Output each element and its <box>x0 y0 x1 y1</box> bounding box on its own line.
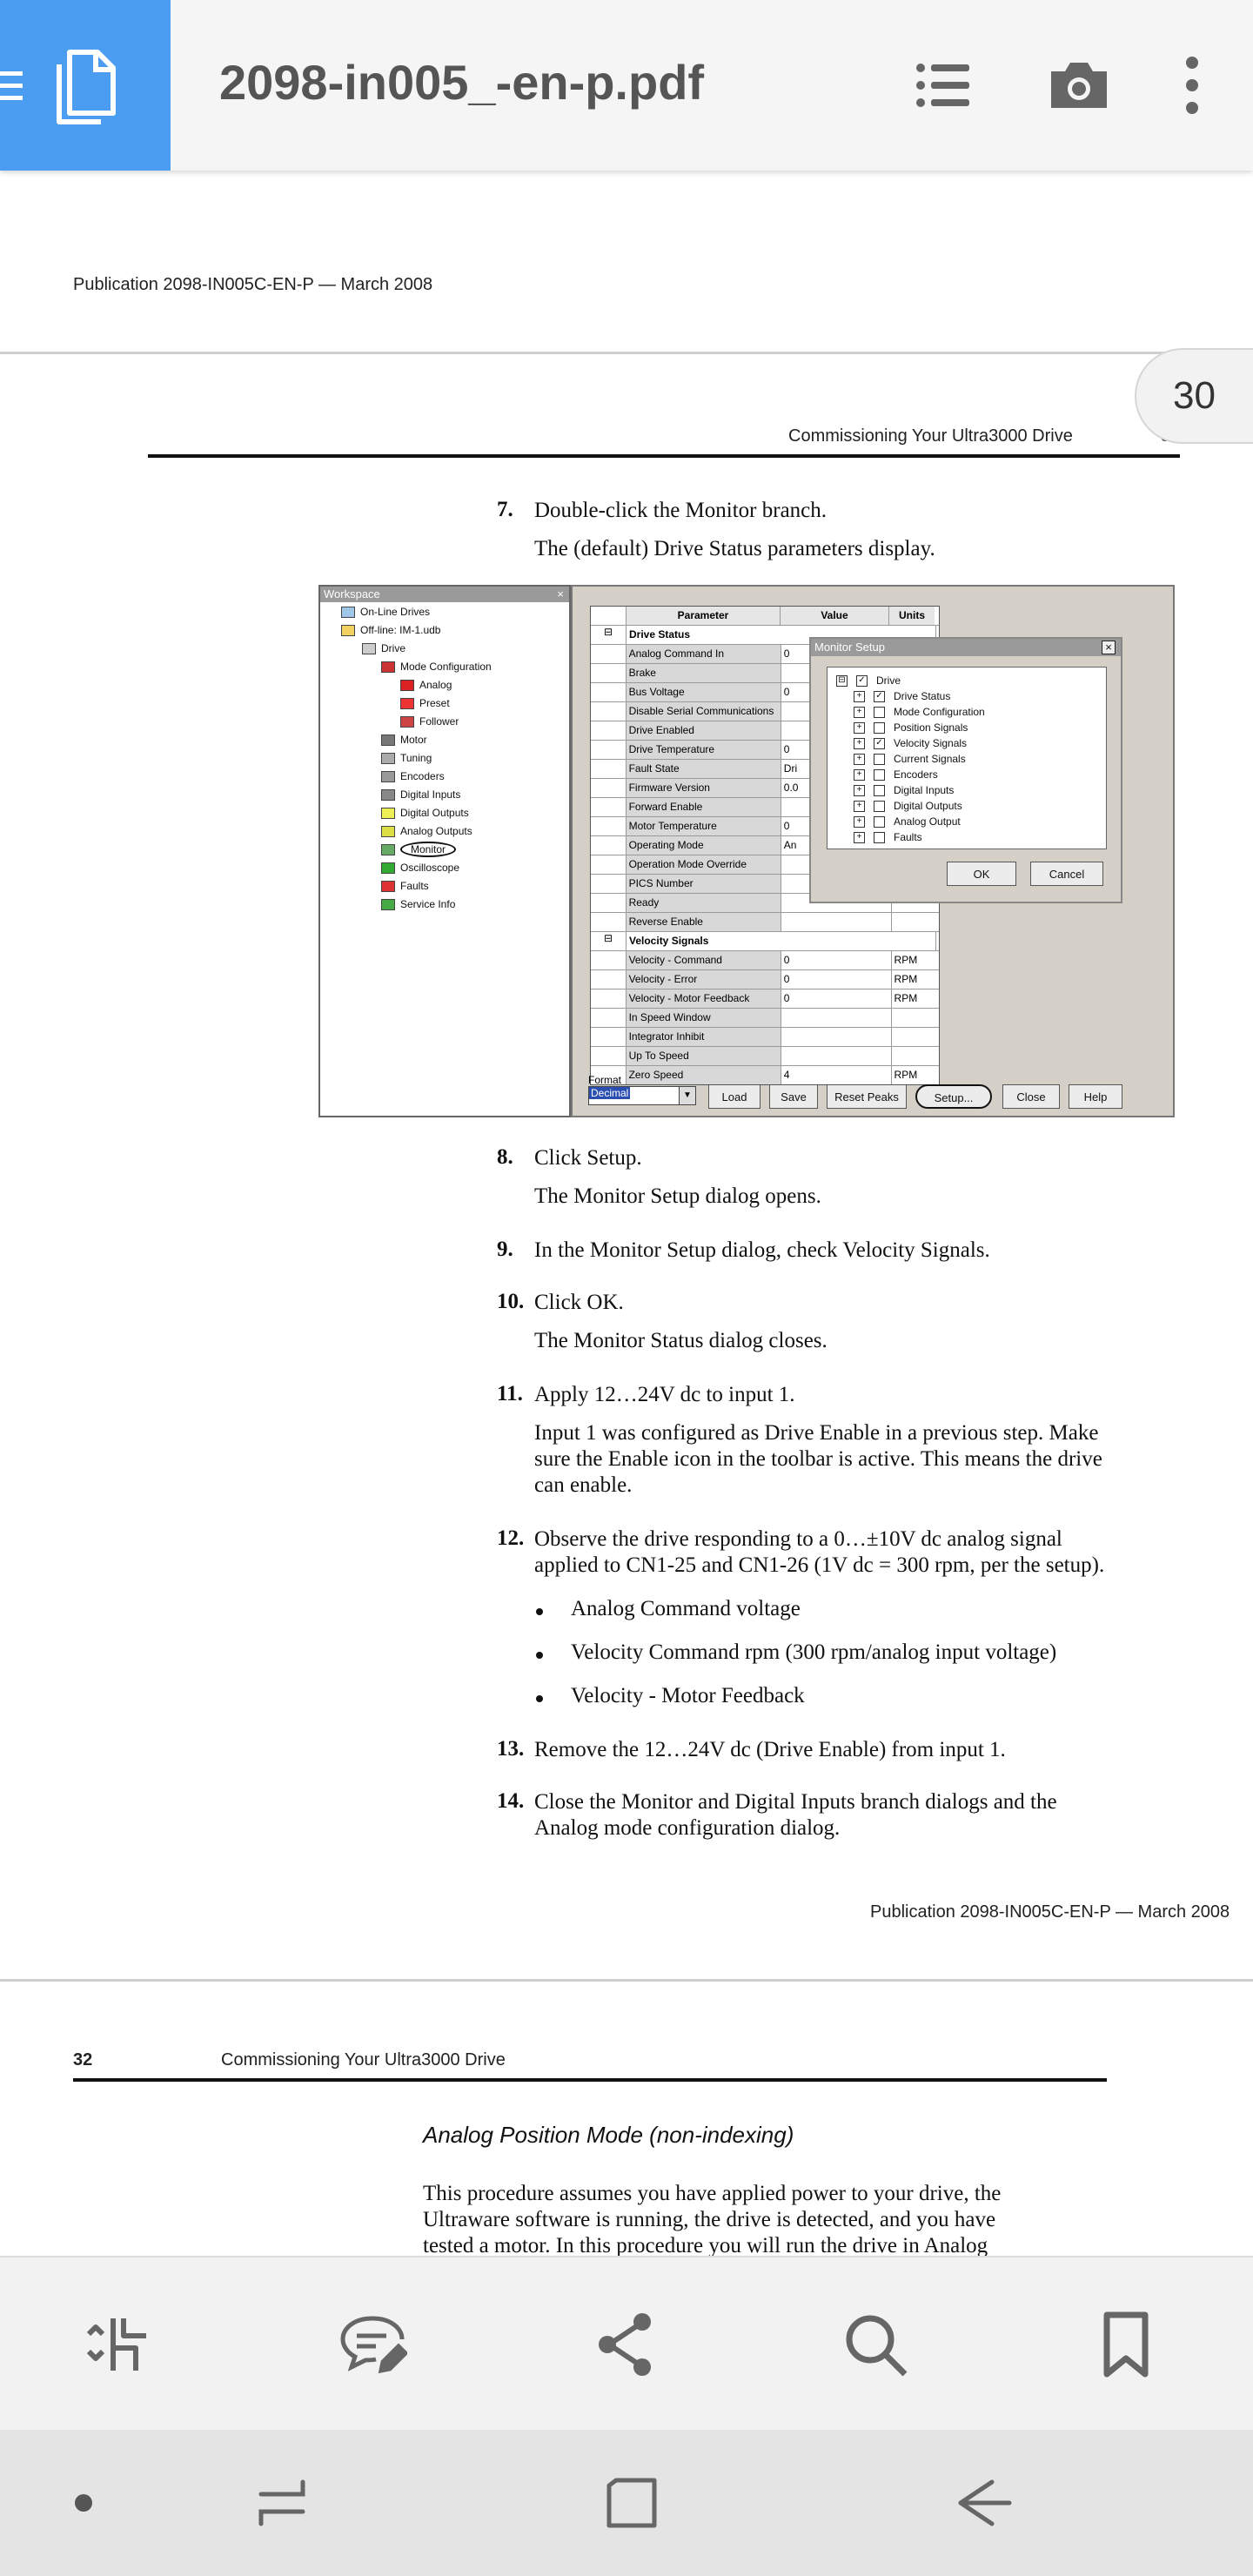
grid-row: Ready <box>591 894 939 913</box>
menu-document-button[interactable] <box>0 0 171 171</box>
tree-item: Follower <box>400 715 459 728</box>
checkbox[interactable] <box>874 722 885 734</box>
grid-section-row: ⊟ Drive Status <box>591 626 939 645</box>
checkbox-checked[interactable]: ✓ <box>874 691 885 702</box>
page-number: 32 <box>73 2050 93 2070</box>
monitor-icon <box>381 844 395 855</box>
checkbox[interactable]: ✓ <box>856 675 868 687</box>
grid-row: Drive Temperature 0 <box>591 741 939 760</box>
bookmark-icon <box>1091 2310 1161 2379</box>
step-number: 14. <box>497 1789 525 1813</box>
outline-button[interactable] <box>908 50 978 120</box>
screenshot-button[interactable] <box>1044 50 1114 120</box>
grid-row: Fault State Dri <box>591 760 939 779</box>
signal-item[interactable]: + Mode Configuration <box>854 706 985 718</box>
tree-item-monitor: Monitor <box>381 843 456 855</box>
dialog-title-bar <box>811 639 1121 656</box>
grid-row: Drive Enabled <box>591 721 939 741</box>
search-button[interactable] <box>841 2310 910 2379</box>
grid-row: Integrator Inhibit <box>591 1028 939 1047</box>
tree-item: Analog <box>400 679 452 691</box>
chevron-down-icon: ▼ <box>679 1087 695 1104</box>
monitor-window <box>571 585 1175 1117</box>
tree-root: ⊟ ✓ Drive <box>836 674 901 687</box>
app-bar <box>0 0 1253 171</box>
close-icon[interactable]: × <box>1102 641 1116 654</box>
comment-button[interactable] <box>338 2310 407 2379</box>
step-text: Double-click the Monitor branch. <box>534 499 828 522</box>
faults-icon <box>381 881 395 892</box>
bullet-text: Analog Command voltage <box>571 1597 801 1620</box>
workspace-panel <box>318 585 571 1117</box>
signal-item[interactable]: + ✓ Drive Status <box>854 690 950 702</box>
setup-button[interactable]: Setup... <box>915 1084 992 1109</box>
header-rule <box>148 454 1180 458</box>
step-subtext: The Monitor Status dialog closes. <box>534 1329 828 1352</box>
page-separator <box>0 1979 1253 1982</box>
step-text: In the Monitor Setup dialog, check Velocity Signals. <box>534 1238 990 1262</box>
camera-icon <box>1044 50 1114 120</box>
more-options-button[interactable] <box>1157 50 1227 120</box>
tree-item: Oscilloscope <box>381 862 459 874</box>
cancel-button[interactable]: Cancel <box>1030 862 1103 886</box>
reset-peaks-button[interactable]: Reset Peaks <box>827 1084 907 1109</box>
step-text-line: applied to CN1-25 and CN1-26 (1V dc = 300 rpm, per the setup). <box>534 1553 1105 1577</box>
grid-row: Zero Speed 4 RPM <box>591 1066 939 1084</box>
step-number: 7. <box>497 498 513 521</box>
menu-icon <box>0 64 30 106</box>
header-rule <box>73 2078 1107 2082</box>
step-number: 12. <box>497 1526 525 1550</box>
tree-item: Tuning <box>381 752 432 764</box>
grid-row: Bus Voltage 0 <box>591 683 939 702</box>
step-subtext-line: can enable. <box>534 1473 633 1497</box>
ok-button[interactable]: OK <box>947 862 1016 886</box>
workspace-title-bar <box>320 587 569 602</box>
step-subtext: The (default) Drive Status parameters display. <box>534 537 935 560</box>
home-button[interactable] <box>597 2468 667 2538</box>
load-button[interactable]: Load <box>708 1084 761 1109</box>
recent-apps-button[interactable] <box>247 2468 317 2538</box>
page-separator <box>0 352 1253 354</box>
recent-apps-icon <box>247 2468 317 2538</box>
pdf-viewport[interactable] <box>0 171 1253 2256</box>
signal-item[interactable]: + Analog Output <box>854 815 961 828</box>
nav-dot <box>49 2468 118 2538</box>
more-vert-icon <box>1157 50 1227 120</box>
bullet-text: Velocity - Motor Feedback <box>571 1684 805 1707</box>
mode-icon <box>381 661 395 673</box>
grid-row: Forward Enable <box>591 798 939 817</box>
step-text-line: Observe the drive responding to a 0…±10V dc analog signal <box>534 1527 1062 1551</box>
comment-icon <box>338 2310 407 2379</box>
follower-icon <box>400 716 414 728</box>
bullet-text: Velocity Command rpm (300 rpm/analog input voltage) <box>571 1640 1057 1664</box>
document-title: 2098-in005_-en-p.pdf <box>219 55 705 110</box>
step-subtext-line: sure the Enable icon in the toolbar is active. This means the drive <box>534 1447 1102 1471</box>
close-button[interactable]: Close <box>1002 1084 1060 1109</box>
grid-row: Brake <box>591 664 939 683</box>
share-button[interactable] <box>590 2310 660 2379</box>
section-title: Analog Position Mode (non-indexing) <box>423 2122 794 2148</box>
grid-row: Reverse Enable <box>591 913 939 932</box>
checkbox[interactable] <box>874 754 885 765</box>
folder-icon <box>341 625 355 636</box>
body-line: This procedure assumes you have applied power to your drive, the <box>423 2182 1002 2205</box>
step-number: 13. <box>497 1737 525 1761</box>
step-text: Apply 12…24V dc to input 1. <box>534 1383 795 1406</box>
checkbox[interactable] <box>874 816 885 828</box>
previous-page-footer: Publication 2098-IN005C-EN-P — March 2008 <box>73 275 433 294</box>
back-button[interactable] <box>948 2468 1018 2538</box>
dialog-title: Monitor Setup <box>814 641 885 654</box>
service-info-icon <box>381 899 395 910</box>
drives-icon <box>341 607 355 618</box>
tree-item: Analog Outputs <box>381 825 472 837</box>
ultraware-screenshot <box>318 585 1175 1117</box>
page-footer: Publication 2098-IN005C-EN-P — March 2008 <box>870 1902 1230 1922</box>
signal-item[interactable]: + Digital Outputs <box>854 800 962 812</box>
step-subtext: The Monitor Setup dialog opens. <box>534 1184 821 1208</box>
step-text-line: Analog mode configuration dialog. <box>534 1816 841 1840</box>
home-icon <box>597 2468 667 2538</box>
save-button[interactable]: Save <box>769 1084 818 1109</box>
tree-item: Encoders <box>381 770 445 782</box>
grid-row: Disable Serial Communications <box>591 702 939 721</box>
tree-item: Drive <box>362 642 405 654</box>
tree-item: Service Info <box>381 898 455 910</box>
tree-item: Motor <box>381 734 427 746</box>
workspace-title: Workspace <box>324 587 380 600</box>
checkbox[interactable] <box>874 785 885 796</box>
oscilloscope-icon <box>381 862 395 874</box>
grid-row: Firmware Version 0.0 <box>591 779 939 798</box>
step-text: Click Setup. <box>534 1146 642 1170</box>
signal-tree <box>827 667 1107 849</box>
running-header-title: Commissioning Your Ultra3000 Drive <box>221 2050 506 2070</box>
encoder-icon <box>381 771 395 782</box>
signal-item[interactable]: + Position Signals <box>854 721 968 734</box>
step-number: 11. <box>497 1382 523 1405</box>
grid-row: Velocity - Command 0 RPM <box>591 951 939 970</box>
checkbox[interactable] <box>874 801 885 812</box>
step-text: Click OK. <box>534 1291 624 1314</box>
tree-item: Preset <box>400 697 450 709</box>
step-number: 10. <box>497 1290 525 1313</box>
step-text: Remove the 12…24V dc (Drive Enable) from input 1. <box>534 1738 1006 1761</box>
grid-header-row: Parameter Value Units <box>591 607 939 626</box>
tree-item: Off-line: IM-1.udb <box>341 624 440 636</box>
drive-icon <box>362 643 376 654</box>
analog-icon <box>400 680 414 691</box>
grid-section-row: ⊟ Velocity Signals <box>591 932 939 951</box>
format-select[interactable]: Decimal ▼ <box>588 1086 696 1105</box>
bullet <box>536 1695 543 1702</box>
digital-inputs-icon <box>381 789 395 801</box>
grid-row: Operation Mode Override <box>591 855 939 875</box>
share-icon <box>590 2310 660 2379</box>
page-indicator[interactable]: 30 <box>1135 348 1253 444</box>
motor-icon <box>381 735 395 746</box>
back-icon <box>948 2468 1018 2538</box>
signal-item[interactable]: + Digital Inputs <box>854 784 954 796</box>
step-text-line: Close the Monitor and Digital Inputs branch dialogs and the <box>534 1790 1057 1814</box>
signal-item[interactable]: + ✓ Velocity Signals <box>854 737 967 749</box>
grid-row: Operating Mode An <box>591 836 939 855</box>
signal-item[interactable]: + Encoders <box>854 768 938 781</box>
tree-item: Digital Inputs <box>381 788 460 801</box>
system-navigation-bar <box>0 2430 1253 2576</box>
running-header-title: Commissioning Your Ultra3000 Drive <box>788 426 1073 446</box>
expand-icon: ⊟ <box>836 675 848 687</box>
grid-row: Motor Temperature 0 <box>591 817 939 836</box>
step-number: 9. <box>497 1238 513 1261</box>
bullet <box>536 1652 543 1659</box>
monitor-setup-dialog <box>809 637 1122 903</box>
document-icon <box>52 47 118 125</box>
signal-item[interactable]: + Current Signals <box>854 753 966 765</box>
grid-row: Velocity - Motor Feedback 0 RPM <box>591 989 939 1009</box>
tree-item: Mode Configuration <box>381 661 492 673</box>
grid-row: Analog Command In 0 <box>591 645 939 664</box>
body-line: Ultraware software is running, the drive is detected, and you have <box>423 2208 996 2231</box>
reflow-icon <box>85 2310 155 2379</box>
help-button[interactable]: Help <box>1069 1084 1122 1109</box>
step-subtext-line: Input 1 was configured as Drive Enable in a previous step. Make <box>534 1421 1099 1445</box>
step-number: 8. <box>497 1145 513 1169</box>
tree-item: Faults <box>381 880 429 892</box>
tree-item: On-Line Drives <box>341 606 430 618</box>
format-label: Format <box>588 1074 622 1086</box>
checkbox-checked[interactable]: ✓ <box>874 738 885 749</box>
grid-row: In Speed Window <box>591 1009 939 1028</box>
reflow-button[interactable] <box>85 2310 155 2379</box>
search-icon <box>841 2310 910 2379</box>
analog-outputs-icon <box>381 826 395 837</box>
dot-icon <box>49 2468 118 2538</box>
grid-row: Velocity - Error 0 RPM <box>591 970 939 989</box>
bookmark-button[interactable] <box>1091 2310 1161 2379</box>
checkbox[interactable] <box>874 769 885 781</box>
grid-row: Up To Speed <box>591 1047 939 1066</box>
grid-row: PICS Number <box>591 875 939 894</box>
bottom-toolbar <box>0 2256 1253 2432</box>
close-icon: × <box>557 587 564 600</box>
tree-item: Digital Outputs <box>381 807 469 819</box>
tuning-icon <box>381 753 395 764</box>
digital-outputs-icon <box>381 808 395 819</box>
preset-icon <box>400 698 414 709</box>
body-line: tested a motor. In this procedure you will run the drive in Analog <box>423 2234 988 2256</box>
checkbox[interactable] <box>874 707 885 718</box>
list-icon <box>908 50 978 120</box>
signal-item[interactable]: + Faults <box>854 831 922 843</box>
bullet <box>536 1608 543 1615</box>
checkbox[interactable] <box>874 832 885 843</box>
